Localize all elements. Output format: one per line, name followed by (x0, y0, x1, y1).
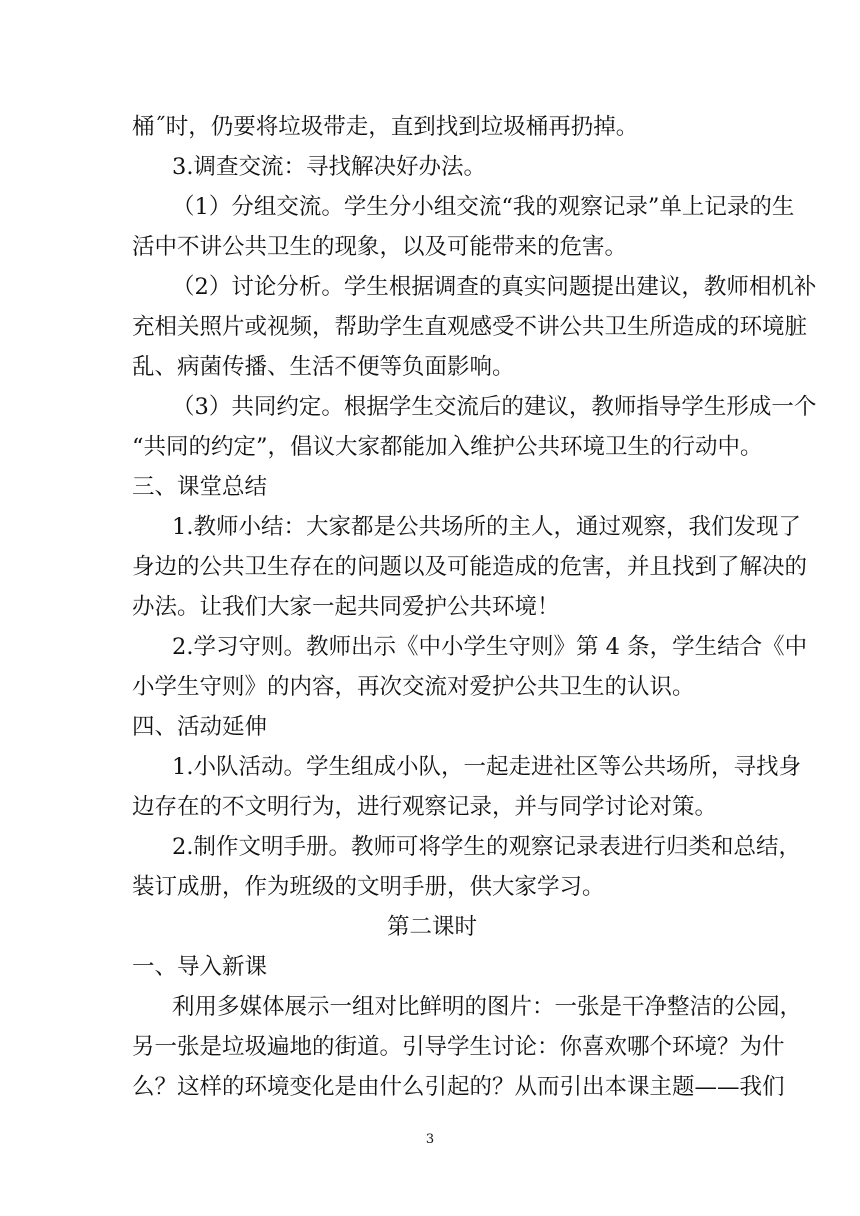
text-line: 身边的公共卫生存在的问题以及可能造成的危害，并且找到了解决的 (132, 554, 808, 580)
section-heading: 四、活动延伸 (132, 714, 268, 740)
text-line: 小学生守则》的内容，再次交流对爱护公共卫生的认识。 (132, 674, 695, 700)
text-line: 另一张是垃圾遍地的街道。引导学生讨论：你喜欢哪个环境？为什 (132, 1034, 785, 1060)
lesson-title: 第二课时 (386, 914, 477, 940)
text-line: “共同的约定”，倡议大家都能加入维护公共环境卫生的行动中。 (132, 434, 763, 460)
text-line: 利用多媒体展示一组对比鲜明的图片：一张是干净整洁的公园， (172, 994, 803, 1020)
text-line: （1）分组交流。学生分小组交流“我的观察记录”单上记录的生 (172, 194, 795, 220)
section-heading: 一、导入新课 (132, 954, 268, 980)
text-line: 充相关照片或视频，帮助学生直观感受不讲公共卫生所造成的环境脏 (132, 314, 808, 340)
text-line: 1.教师小结：大家都是公共场所的主人，通过观察，我们发现了 (172, 514, 801, 540)
text-line: 1.小队活动。学生组成小队，一起走进社区等公共场所，寻找身 (172, 754, 801, 780)
text-line: 3.调查交流：寻找解决好办法。 (172, 154, 486, 180)
page-number: 3 (425, 1132, 435, 1147)
text-line: 办法。让我们大家一起共同爱护公共环境！ (132, 594, 560, 620)
text-line: 装订成册，作为班级的文明手册，供大家学习。 (132, 874, 605, 900)
text-line: 活中不讲公共卫生的现象，以及可能带来的危害。 (132, 234, 628, 260)
section-heading: 三、课堂总结 (132, 474, 268, 500)
text-line: 边存在的不文明行为，进行观察记录，并与同学讨论对策。 (132, 794, 718, 820)
text-line: 2.制作文明手册。教师可将学生的观察记录表进行归类和总结， (172, 834, 801, 860)
text-line: （3）共同约定。根据学生交流后的建议，教师指导学生形成一个 (172, 394, 817, 420)
text-line: 么？这样的环境变化是由什么引起的？从而引出本课主题——我们 (132, 1074, 785, 1100)
text-line: 桶˝时，仍要将垃圾带走，直到找到垃圾桶再扔掉。 (132, 114, 639, 140)
text-line: （2）讨论分析。学生根据调查的真实问题提出建议，教师相机补 (172, 274, 817, 300)
text-line: 乱、病菌传播、生活不便等负面影响。 (132, 354, 515, 380)
text-line: 2.学习守则。教师出示《中小学生守则》第 4 条，学生结合《中 (172, 634, 808, 660)
